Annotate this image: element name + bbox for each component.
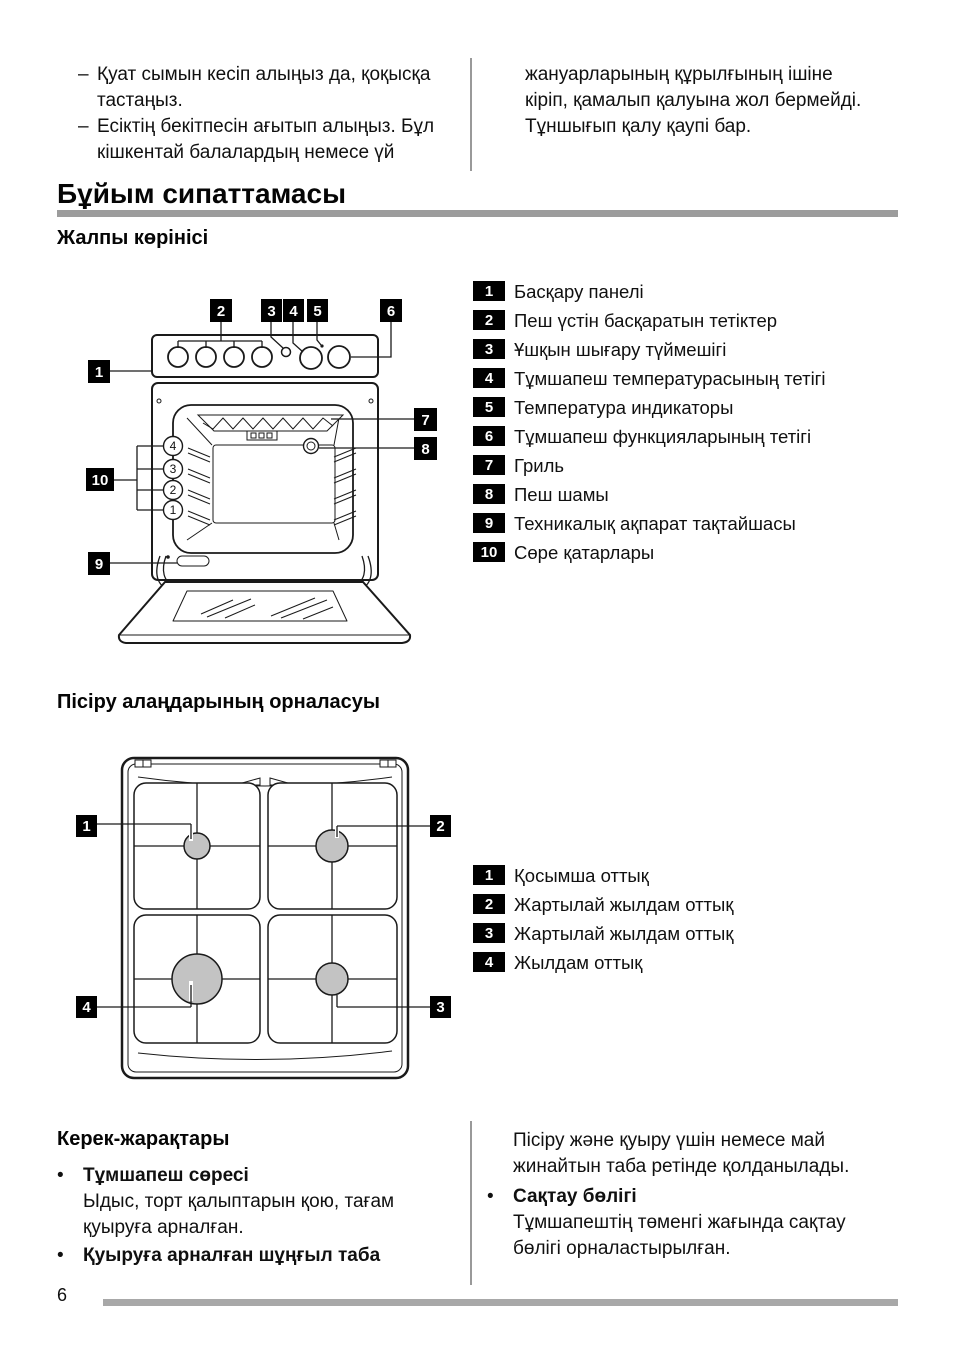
burner-rapid	[172, 954, 222, 1004]
oven-body	[152, 383, 378, 580]
legend-label: Жартылай жылдам оттық	[514, 894, 734, 915]
screw-icon	[157, 399, 161, 403]
callout-2-badge	[210, 299, 232, 322]
accessories-right-column	[487, 1128, 887, 1262]
door-glass	[173, 591, 347, 621]
list-item-text	[97, 62, 430, 114]
legend-number-badge: 2	[473, 894, 505, 914]
callout-8-badge	[414, 437, 437, 460]
section-heading-accessories: Керек-жарақтары	[57, 1128, 230, 1150]
callout-1-badge	[88, 360, 110, 383]
callout-5-badge	[307, 299, 328, 322]
legend-label: Қосымша оттық	[514, 865, 649, 886]
screw-icon	[369, 399, 373, 403]
svg-text:7: 7	[421, 412, 430, 429]
svg-text:8: 8	[421, 441, 430, 458]
legend-label: Жартылай жылдам оттық	[514, 923, 734, 944]
legend-number-badge: 1	[473, 865, 505, 885]
shelf-level-1: 1	[169, 503, 177, 517]
legend-row	[473, 368, 826, 397]
dash-bullet	[78, 62, 97, 114]
svg-text:2: 2	[216, 303, 226, 320]
legend-number-badge: 5	[473, 397, 505, 417]
text-line: Тұншығып қалу қаупі бар.	[525, 116, 752, 137]
list-item-text	[97, 114, 434, 166]
svg-text:1: 1	[82, 818, 91, 835]
callout-6-badge	[380, 299, 402, 322]
svg-text:2: 2	[436, 818, 445, 835]
oven-function-knob	[328, 346, 350, 368]
svg-text:3: 3	[436, 999, 445, 1016]
legend-number-badge: 9	[473, 513, 505, 533]
callout-4-badge	[283, 299, 304, 322]
legend-row	[473, 865, 733, 894]
legend-label: Техникалық ақпарат тақтайшасы	[514, 513, 796, 534]
legend-row	[473, 455, 826, 484]
callout-7-badge	[414, 408, 437, 431]
svg-text:9: 9	[94, 556, 104, 573]
legend-number-badge: 2	[473, 310, 505, 330]
svg-text:10: 10	[91, 472, 109, 489]
legend-number-badge: 8	[473, 484, 505, 504]
legend-row	[473, 894, 733, 923]
legend-label: Гриль	[514, 455, 565, 476]
callout-3-badge	[261, 299, 282, 322]
svg-text:5: 5	[313, 303, 322, 320]
legend-number-badge: 7	[473, 455, 505, 475]
burner-semi-rapid-right-bottom	[316, 963, 348, 995]
callout-10-badge	[86, 468, 114, 491]
text-line: Тұмшапештің төменгі жағында сақтау	[513, 1212, 846, 1233]
ignition-button	[282, 348, 291, 357]
svg-text:1: 1	[94, 364, 104, 381]
svg-text:6: 6	[386, 303, 396, 320]
bullet-marker	[57, 1243, 83, 1269]
legend-label: Тұмшапеш температурасының тетігі	[514, 368, 826, 389]
legend-row	[473, 513, 826, 542]
oven-temperature-knob	[300, 347, 322, 369]
svg-text:4: 4	[289, 303, 298, 320]
legend-label: Пеш шамы	[514, 484, 609, 505]
accessory-title: Қуыруға арналған шұңғыл таба	[83, 1245, 381, 1266]
text-line: қуыруға арналған.	[83, 1217, 244, 1238]
callout-9-badge	[88, 552, 110, 575]
legend-number-badge: 4	[473, 368, 505, 388]
text-line: Пісіру және қуыру үшін немесе май	[513, 1130, 825, 1151]
page-number: 6	[57, 1285, 68, 1305]
oven-diagram	[75, 290, 440, 660]
shelf-level-2: 2	[169, 483, 177, 497]
text-line: жинайтын таба ретінде қолданылады.	[513, 1156, 850, 1177]
burner-knob-4	[252, 347, 272, 367]
legend-row	[473, 923, 733, 952]
cooktop-legend	[473, 865, 733, 981]
legend-number-badge: 10	[473, 542, 505, 562]
list-item	[78, 114, 470, 166]
legend-row	[473, 281, 826, 310]
text-line: тастаңыз.	[97, 90, 183, 111]
accessory-title: Тұмшапеш сөресі	[83, 1165, 249, 1186]
legend-row	[473, 484, 826, 513]
legend-number-badge: 3	[473, 339, 505, 359]
list-item	[487, 1184, 887, 1210]
text-line: кіріп, қамалып қалуына жол бермейді.	[525, 90, 862, 111]
legend-label: Тұмшапеш функцияларының тетігі	[514, 426, 812, 447]
burner-auxiliary	[184, 833, 210, 859]
legend-row	[473, 426, 826, 455]
legend-row	[473, 397, 826, 426]
section-heading-overview: Жалпы көрінісі	[57, 227, 209, 249]
oven-lamp	[304, 439, 319, 454]
text-line: Қуат сымын кесіп алыңыз да, қоқысқа	[97, 64, 431, 85]
cavity-back-wall	[213, 445, 335, 523]
legend-label: Басқару панелі	[514, 281, 644, 302]
shelf-level-4: 4	[169, 439, 177, 453]
legend-label: Ұшқын шығару түймешігі	[514, 339, 727, 360]
intro-right-column	[525, 62, 915, 140]
footer-rule	[103, 1299, 898, 1306]
legend-row	[473, 542, 826, 571]
text-line: Ыдыс, торт қалыптарын қою, тағам	[83, 1191, 395, 1212]
list-item	[57, 1243, 457, 1269]
bullet-marker	[57, 1163, 83, 1189]
legend-number-badge: 3	[473, 923, 505, 943]
legend-row	[473, 339, 826, 368]
legend-row	[473, 310, 826, 339]
text-line: бөлігі орналастырылған.	[513, 1238, 731, 1259]
text-line: Есіктің бекітпесін ағытып алыңыз. Бұл	[97, 116, 435, 137]
legend-number-badge: 4	[473, 952, 505, 972]
callout-4-badge	[76, 996, 97, 1018]
legend-label: Пеш үстін басқаратын тетіктер	[514, 310, 778, 331]
section-heading-cooktop: Пісіру алаңдарының орналасуы	[57, 691, 380, 713]
accessory-title: Сақтау бөлігі	[513, 1186, 637, 1207]
legend-row	[473, 952, 733, 981]
callout-1-badge	[76, 815, 97, 837]
legend-number-badge: 6	[473, 426, 505, 446]
svg-text:4: 4	[82, 999, 91, 1016]
list-item	[57, 1163, 457, 1189]
bullet-marker	[487, 1184, 513, 1210]
text-line: кішкентай балалардың немесе үй	[97, 142, 395, 163]
page-title: Бұйым сипаттамасы	[57, 178, 346, 209]
legend-label: Жылдам оттық	[514, 952, 643, 973]
legend-number-badge: 1	[473, 281, 505, 301]
list-item	[78, 62, 470, 114]
dash-bullet	[78, 114, 97, 166]
svg-text:3: 3	[267, 303, 276, 320]
intro-left-column	[78, 62, 470, 166]
cooktop-diagram	[60, 745, 460, 1090]
accessories-left-column	[57, 1126, 457, 1269]
legend-label: Температура индикаторы	[514, 397, 734, 418]
burner-knob-1	[168, 347, 188, 367]
column-divider	[470, 58, 472, 171]
rating-plate	[177, 556, 209, 566]
burner-knob-3	[224, 347, 244, 367]
legend-label: Сөре қатарлары	[514, 542, 655, 563]
callout-2-badge	[430, 815, 451, 837]
text-line: жануарларының құрылғының ішіне	[525, 64, 833, 85]
burner-semi-rapid-right-top	[316, 830, 348, 862]
callout-3-badge	[430, 996, 451, 1018]
title-rule	[57, 210, 898, 217]
column-divider	[470, 1121, 472, 1285]
oven-legend	[473, 281, 826, 571]
shelf-level-3: 3	[169, 462, 177, 476]
burner-knob-2	[196, 347, 216, 367]
